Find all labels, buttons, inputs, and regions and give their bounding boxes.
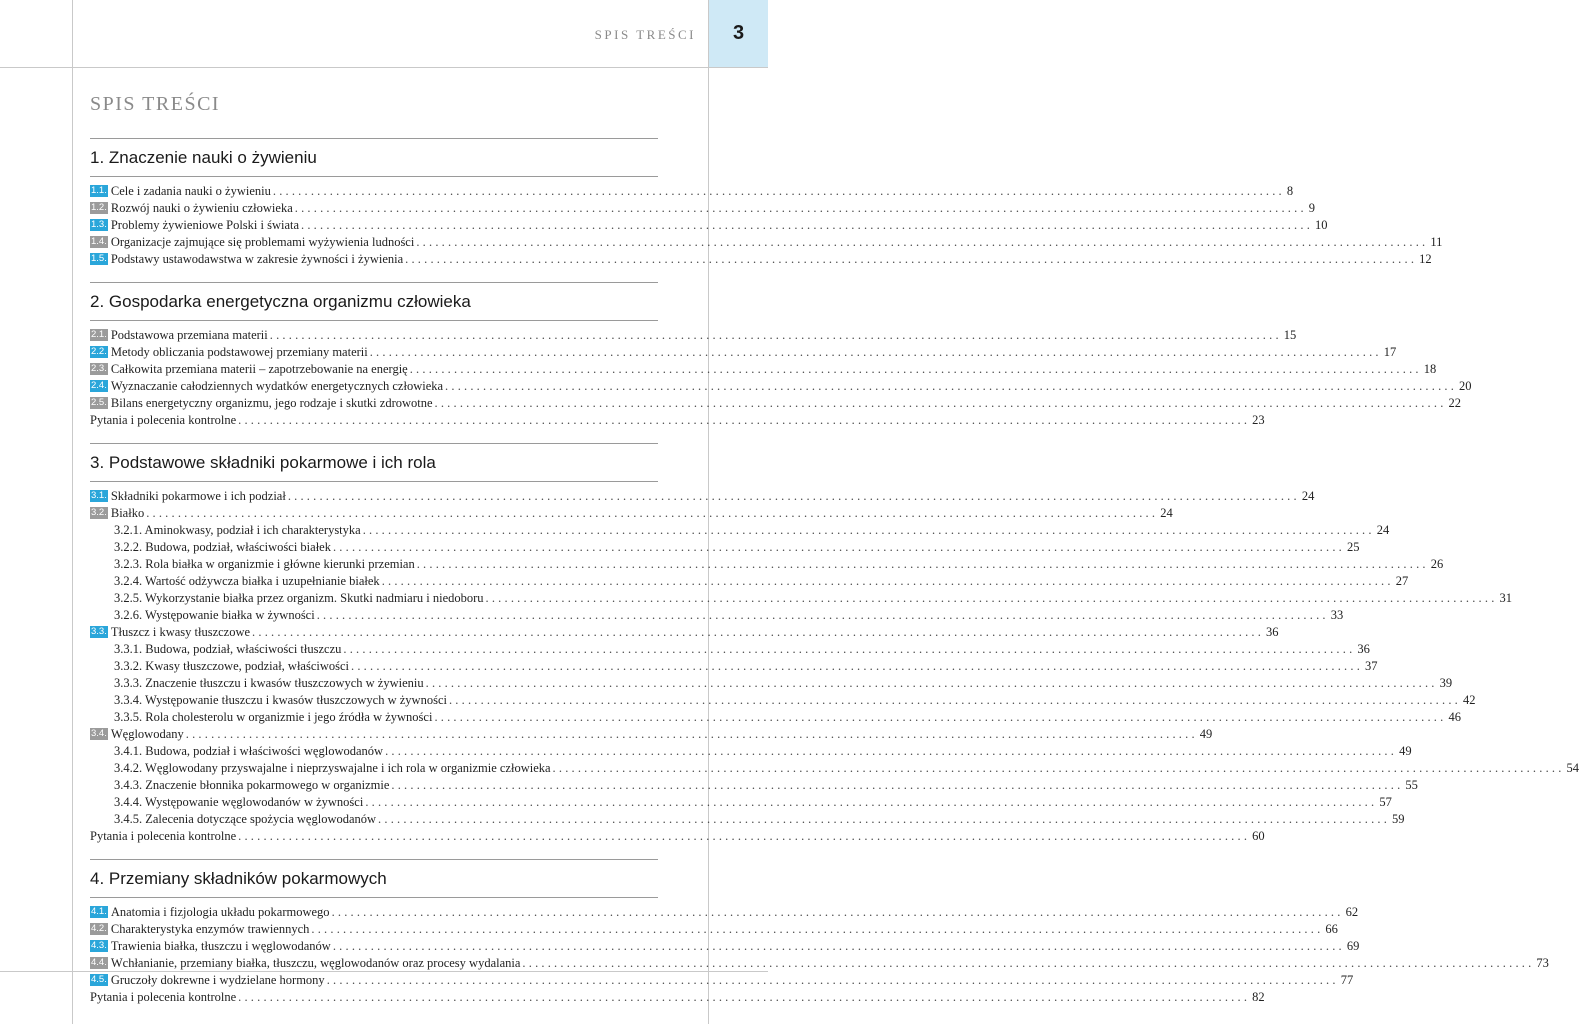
toc-entry[interactable] — [90, 726, 1213, 743]
chapter-number-badge: 3.2. — [91, 507, 107, 518]
entry-page-number: 24 — [1376, 523, 1390, 537]
chapter-number-badge: 4.5. — [91, 974, 107, 985]
toc-entry[interactable] — [90, 641, 1370, 658]
chapter-number-badge: 4.4. — [91, 957, 107, 968]
toc-entry[interactable] — [90, 361, 1437, 378]
toc-entry[interactable] — [90, 488, 1315, 505]
toc-entry[interactable] — [90, 811, 1405, 828]
entry-page-number: 33 — [1330, 608, 1344, 622]
running-header: SPIS TREŚCI — [594, 27, 696, 42]
toc-section — [90, 282, 1472, 429]
toc-entry[interactable] — [90, 760, 1579, 777]
entry-page-number: 49 — [1399, 744, 1412, 758]
dot-leader: ................................................................................................................................................................ — [405, 252, 1418, 266]
chapter-number-badge: 1.3. — [91, 219, 107, 230]
entry-title: Problemy żywieniowe Polski i świata — [110, 218, 300, 232]
dot-leader: ................................................................................................................................................................ — [522, 956, 1535, 970]
entry-page-number: 39 — [1439, 676, 1453, 690]
entry-page-number: 59 — [1392, 812, 1405, 826]
chapter-number-badge: 1.2. — [91, 202, 107, 213]
entry-title: 3.3.2. Kwasy tłuszczowe, podział, właściwości — [114, 659, 350, 673]
dot-leader: ................................................................................................................................................................ — [146, 506, 1159, 520]
entry-title: 3.2.2. Budowa, podział, właściwości białek — [114, 540, 331, 554]
entry-title: Trawienia białka, tłuszczu i węglowodanów — [110, 939, 331, 953]
entry-title: Pytania i polecenia kontrolne — [90, 829, 237, 843]
dot-leader: ................................................................................................................................................................ — [301, 218, 1314, 232]
entry-title: Pytania i polecenia kontrolne — [90, 413, 237, 427]
entry-page-number: 22 — [1448, 396, 1462, 410]
entry-title: Wchłanianie, przemiany białka, tłuszczu, węglowodanów oraz procesy wydalania — [110, 956, 521, 970]
toc-section — [90, 443, 1579, 845]
entry-page-number: 69 — [1346, 939, 1360, 953]
entry-title: 3.3.5. Rola cholesterolu w organizmie i jego źródła w żywności — [114, 710, 433, 724]
dot-leader: ................................................................................................................................................................ — [316, 608, 1329, 622]
entry-page-number: 55 — [1405, 778, 1418, 792]
dot-leader: ................................................................................................................................................................ — [311, 922, 1324, 936]
entry-title: 3.4.5. Zalecenia dotyczące spożycia węglowodanów — [114, 812, 377, 826]
entry-title: 3.4.4. Występowanie węglowodanów w żywności — [114, 795, 364, 809]
dot-leader: ................................................................................................................................................................ — [238, 990, 1251, 1004]
dot-leader: ................................................................................................................................................................ — [269, 328, 1282, 342]
toc-entry[interactable] — [90, 955, 1549, 972]
toc-entry[interactable] — [90, 921, 1338, 938]
dot-leader: ................................................................................................................................................................ — [343, 642, 1356, 656]
entry-page-number: 36 — [1357, 642, 1370, 656]
entry-page-number: 31 — [1499, 591, 1513, 605]
toc-entry[interactable] — [90, 251, 1432, 268]
entry-title: Pytania i polecenia kontrolne — [90, 990, 237, 1004]
entry-title: Podstawowa przemiana materii — [110, 328, 268, 342]
dot-leader: ................................................................................................................................................................ — [445, 379, 1458, 393]
entry-title: 3.2.4. Wartość odżywcza białka i uzupełnianie białek — [114, 574, 380, 588]
toc-entry[interactable] — [90, 777, 1418, 794]
toc-entry[interactable] — [90, 183, 1294, 200]
toc-entry[interactable] — [90, 344, 1397, 361]
dot-leader: ................................................................................................................................................................ — [272, 184, 1285, 198]
entry-title: Białko — [110, 506, 145, 520]
entry-page-number: 27 — [1395, 574, 1409, 588]
toc-entry[interactable] — [90, 658, 1378, 675]
entry-title: Węglowodany — [110, 727, 184, 741]
entry-title: 3.2.5. Wykorzystanie białka przez organizm. Skutki nadmiaru i niedoboru — [114, 591, 484, 605]
toc-section — [90, 859, 1549, 1006]
toc-entry[interactable] — [90, 412, 1265, 429]
toc-entry[interactable] — [90, 327, 1297, 344]
chapter-number-badge: 1.4. — [91, 236, 107, 247]
chapter-number-badge: 3.3. — [91, 626, 107, 637]
entry-title: Organizacje zajmujące się problemami wyżywienia ludności — [110, 235, 415, 249]
entry-title: 3.4.1. Budowa, podział i właściwości węglowodanów — [114, 744, 384, 758]
dot-leader: ................................................................................................................................................................ — [287, 489, 1300, 503]
dot-leader: ................................................................................................................................................................ — [381, 574, 1394, 588]
toc-entry[interactable] — [90, 234, 1443, 251]
chapter-number-badge: 1.1. — [91, 185, 107, 196]
entry-title: 3.2.1. Aminokwasy, podział i ich charakterystyka — [114, 523, 361, 537]
toc-entry[interactable] — [90, 989, 1265, 1006]
entry-title: Składniki pokarmowe i ich podział — [110, 489, 286, 503]
entry-page-number: 12 — [1419, 252, 1432, 266]
toc-entry[interactable] — [90, 709, 1461, 726]
entry-title: Bilans energetyczny organizmu, jego rodzaje i skutki zdrowotne — [110, 396, 433, 410]
entry-title: 3.2.6. Występowanie białka w żywności — [114, 608, 315, 622]
chapter-number-badge: 2.3. — [91, 363, 107, 374]
entry-page-number: 57 — [1379, 795, 1392, 809]
table-of-contents — [90, 138, 1579, 1020]
dot-leader: ................................................................................................................................................................ — [365, 795, 1378, 809]
dot-leader: ................................................................................................................................................................ — [326, 973, 1339, 987]
toc-entry[interactable] — [90, 938, 1360, 955]
entry-page-number: 37 — [1365, 659, 1378, 673]
entry-page-number: 25 — [1346, 540, 1360, 554]
toc-entry[interactable] — [90, 904, 1359, 921]
page-number: 3 — [732, 22, 745, 44]
entry-page-number: 60 — [1252, 829, 1265, 843]
dot-leader: ................................................................................................................................................................ — [416, 557, 1429, 571]
section-heading[interactable]: 2. Gospodarka energetyczna organizmu człowieka — [90, 282, 658, 321]
dot-leader: ................................................................................................................................................................ — [332, 939, 1345, 953]
dot-leader: ................................................................................................................................................................ — [185, 727, 1198, 741]
page-number-tab — [709, 0, 768, 67]
entry-page-number: 73 — [1536, 956, 1549, 970]
entry-page-number: 36 — [1266, 625, 1279, 639]
entry-page-number: 23 — [1252, 413, 1265, 427]
entry-page-number: 77 — [1340, 973, 1354, 987]
toc-entry[interactable] — [90, 590, 1513, 607]
header-rule — [0, 67, 768, 68]
dot-leader: ................................................................................................................................................................ — [485, 591, 1498, 605]
entry-page-number: 54 — [1566, 761, 1579, 775]
margin-rule-left — [72, 0, 73, 1024]
dot-leader: ................................................................................................................................................................ — [552, 761, 1565, 775]
entry-page-number: 24 — [1160, 506, 1173, 520]
entry-page-number: 15 — [1283, 328, 1297, 342]
entry-page-number: 26 — [1430, 557, 1444, 571]
dot-leader: ................................................................................................................................................................ — [385, 744, 1398, 758]
toc-entry[interactable] — [90, 200, 1316, 217]
section-heading[interactable]: 1. Znaczenie nauki o żywieniu — [90, 138, 658, 177]
entry-title: Cele i zadania nauki o żywieniu — [110, 184, 271, 198]
dot-leader: ................................................................................................................................................................ — [362, 523, 1375, 537]
entry-title: Wyznaczanie całodziennych wydatków energetycznych człowieka — [110, 379, 444, 393]
entry-title: 3.3.4. Występowanie tłuszczu i kwasów tłuszczowych w żywności — [114, 693, 447, 707]
toc-entry[interactable] — [90, 573, 1409, 590]
entry-page-number: 82 — [1252, 990, 1265, 1004]
entry-title: Gruczoły dokrewne i wydzielane hormony — [110, 973, 325, 987]
toc-entry[interactable] — [90, 217, 1328, 234]
entry-page-number: 17 — [1383, 345, 1397, 359]
dot-leader: ................................................................................................................................................................ — [351, 659, 1364, 673]
entry-page-number: 11 — [1430, 235, 1443, 249]
chapter-number-badge: 3.1. — [91, 490, 107, 501]
chapter-number-badge: 2.5. — [91, 397, 107, 408]
chapter-number-badge: 2.2. — [91, 346, 107, 357]
toc-entry[interactable] — [90, 556, 1444, 573]
chapter-number-badge: 2.4. — [91, 380, 107, 391]
toc-entry[interactable] — [90, 607, 1344, 624]
entry-title: Całkowita przemiana materii – zapotrzebowanie na energię — [110, 362, 408, 376]
entry-title: Charakterystyka enzymów trawiennych — [110, 922, 310, 936]
section-heading[interactable]: 3. Podstawowe składniki pokarmowe i ich rola — [90, 443, 658, 482]
dot-leader: ................................................................................................................................................................ — [448, 693, 1461, 707]
entry-title: Anatomia i fizjologia układu pokarmowego — [110, 905, 330, 919]
entry-page-number: 9 — [1308, 201, 1316, 215]
dot-leader: ................................................................................................................................................................ — [409, 362, 1422, 376]
toc-entry[interactable] — [90, 972, 1354, 989]
page-title: SPIS TREŚCI — [90, 93, 221, 115]
toc-entry[interactable] — [90, 828, 1265, 845]
entry-title: 3.3.1. Budowa, podział, właściwości tłuszczu — [114, 642, 342, 656]
entry-page-number: 8 — [1286, 184, 1294, 198]
entry-page-number: 42 — [1462, 693, 1476, 707]
toc-section — [90, 138, 1443, 268]
dot-leader: ................................................................................................................................................................ — [434, 396, 1447, 410]
entry-title: 3.4.2. Węglowodany przyswajalne i nieprzyswajalne i ich rola w organizmie człowieka — [114, 761, 551, 775]
toc-entry[interactable] — [90, 794, 1392, 811]
dot-leader: ................................................................................................................................................................ — [294, 201, 1307, 215]
entry-title: 3.4.3. Znaczenie błonnika pokarmowego w organizmie — [114, 778, 390, 792]
section-heading[interactable]: 4. Przemiany składników pokarmowych — [90, 859, 658, 898]
chapter-number-badge: 1.5. — [91, 253, 107, 264]
dot-leader: ................................................................................................................................................................ — [434, 710, 1447, 724]
dot-leader: ................................................................................................................................................................ — [416, 235, 1429, 249]
chapter-number-badge: 4.1. — [91, 906, 107, 917]
entry-title: Tłuszcz i kwasy tłuszczowe — [110, 625, 251, 639]
entry-page-number: 46 — [1448, 710, 1461, 724]
entry-title: Podstawy ustawodawstwa w zakresie żywności i żywienia — [110, 252, 404, 266]
toc-entry[interactable] — [90, 692, 1476, 709]
chapter-number-badge: 4.2. — [91, 923, 107, 934]
toc-entry[interactable] — [90, 522, 1390, 539]
dot-leader: ................................................................................................................................................................ — [331, 905, 1344, 919]
dot-leader: ................................................................................................................................................................ — [369, 345, 1382, 359]
entry-page-number: 62 — [1345, 905, 1359, 919]
chapter-number-badge: 3.4. — [91, 728, 107, 739]
chapter-number-badge: 2.1. — [91, 329, 107, 340]
entry-page-number: 49 — [1199, 727, 1213, 741]
dot-leader: ................................................................................................................................................................ — [378, 812, 1391, 826]
toc-entry[interactable] — [90, 675, 1453, 692]
toc-entry[interactable] — [90, 743, 1412, 760]
entry-page-number: 18 — [1423, 362, 1437, 376]
entry-title: 3.3.3. Znaczenie tłuszczu i kwasów tłuszczowych w żywieniu — [114, 676, 424, 690]
entry-title: 3.2.3. Rola białka w organizmie i główne kierunki przemian — [114, 557, 415, 571]
toc-entry[interactable] — [90, 378, 1472, 395]
toc-entry[interactable] — [90, 395, 1462, 412]
entry-page-number: 66 — [1325, 922, 1338, 936]
dot-leader: ................................................................................................................................................................ — [332, 540, 1345, 554]
toc-entry[interactable] — [90, 624, 1279, 641]
entry-title: Rozwój nauki o żywieniu człowieka — [110, 201, 293, 215]
dot-leader: ................................................................................................................................................................ — [252, 625, 1265, 639]
dot-leader: ................................................................................................................................................................ — [238, 413, 1251, 427]
entry-page-number: 20 — [1459, 379, 1472, 393]
toc-entry[interactable] — [90, 539, 1360, 556]
toc-entry[interactable] — [90, 505, 1173, 522]
dot-leader: ................................................................................................................................................................ — [425, 676, 1438, 690]
dot-leader: ................................................................................................................................................................ — [391, 778, 1404, 792]
entry-title: Metody obliczania podstawowej przemiany materii — [110, 345, 368, 359]
dot-leader: ................................................................................................................................................................ — [238, 829, 1251, 843]
entry-page-number: 24 — [1301, 489, 1315, 503]
chapter-number-badge: 4.3. — [91, 940, 107, 951]
entry-page-number: 10 — [1315, 218, 1328, 232]
